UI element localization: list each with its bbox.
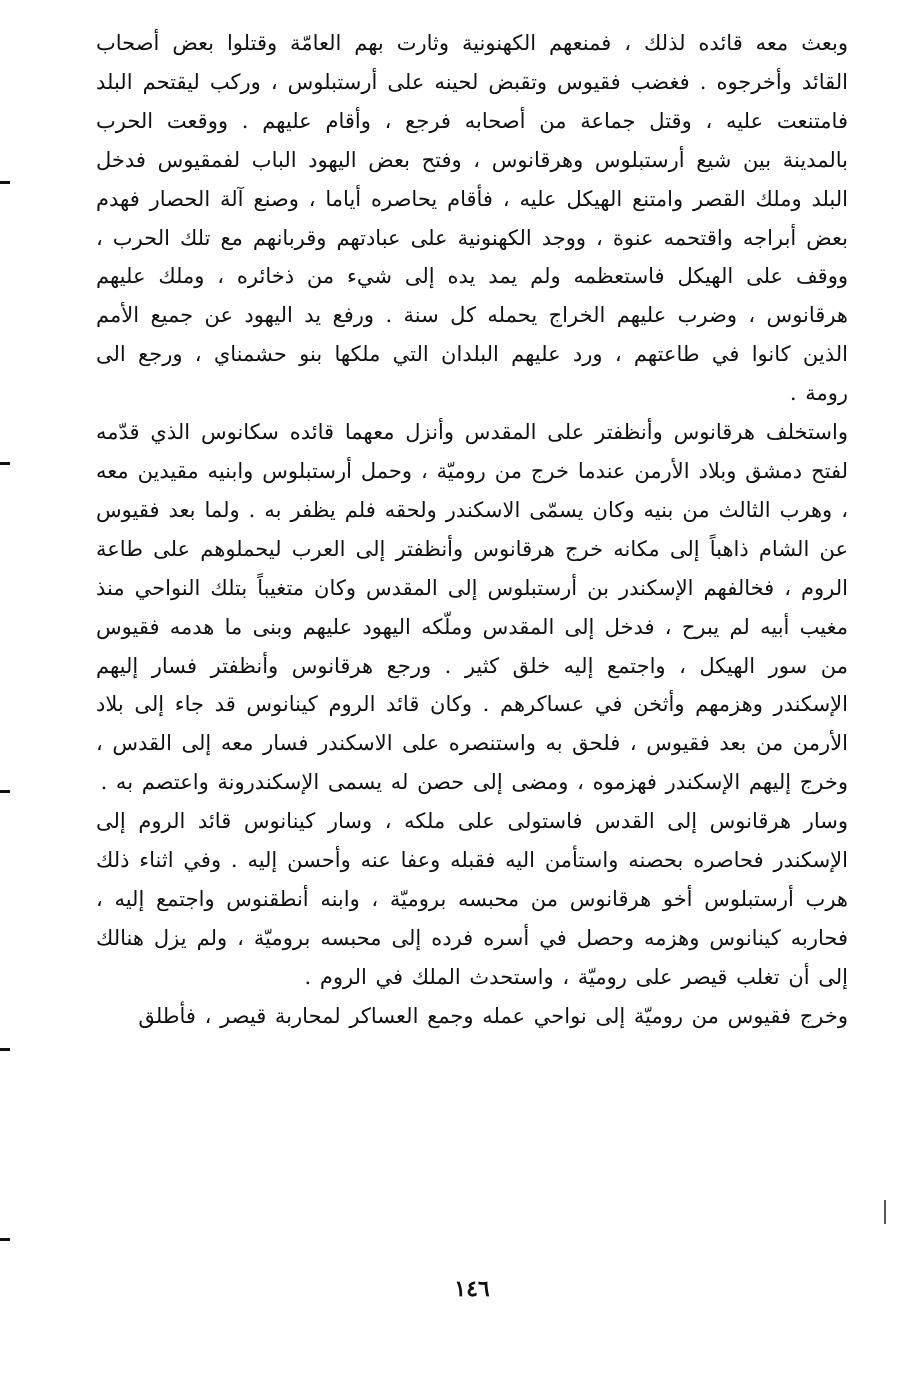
scan-edge-mark (0, 790, 10, 793)
scan-edge-mark (0, 181, 10, 184)
scan-edge-mark (0, 1238, 10, 1241)
scan-edge-mark (0, 462, 10, 465)
paragraph: وخرج فقيوس من روميّة إلى نواحي عمله وجمع العساكر لمحاربة قيصر ، فأطلق (138, 1003, 848, 1028)
paragraph: وسار هرقانوس إلى القدس فاستولى على ملكه ، وسار كينانوس قائد الروم إلى الإسكندر فحاصره بحصنه واستأمن اليه فقبله وعفا عنه وأحسن إليه . وفي اثناء ذلك هرب أرستبلوس أخو هرقانوس من محبسه بروميّة ، وابنه أنطقنوس واجتمع إليه ، فحاربه كينانوس وهزمه وحصل في أسره فرده إلى محبسه بروميّة ، ولم يزل هنالك إلى أن تغلب قيصر على روميّة ، واستحدث الملك في الروم . (96, 809, 848, 989)
paragraph: واستخلف هرقانوس وأنظفتر على المقدس وأنزل معهما قائده سكانوس الذي قدّمه لفتح دمشق وبلاد الأرمن عندما خرج من روميّة ، وحمل أرستبلوس وابنيه مقيدين معه ، وهرب الثالث من بنيه وكان يسمّى الاسكندر ولحقه فلم يظفر به . ولما بعد فقيوس عن الشام ذاهباً إلى مكانه خرج هرقانوس وأنظفتر إلى العرب ليحملوهم على طاعة الروم ، فخالفهم الإسكندر بن أرستبلوس إلى المقدس وكان متغيباً بتلك النواحي منذ مغيب أبيه لم يبرح ، فدخل إلى المقدس وملّكه اليهود عليهم وبنى ما هدمه فقيوس من سور الهيكل ، واجتمع إليه خلق كثير . ورجع هرقانوس وأنظفتر فسار إليهم الإسكندر وهزمهم وأثخن في عساكرهم . وكان قائد الروم كينانوس قد جاء إلى بلاد الأرمن من بعد فقيوس ، فلحق به واستنصره على الاسكندر فسار معه إلى القدس ، وخرج إليهم الإسكندر فهزموه ، ومضى إلى حصن له يسمى الإسكندرونة واعتصم به . (96, 420, 848, 795)
scan-gutter-line (884, 1200, 886, 1224)
scan-edge-mark (0, 1048, 10, 1051)
document-page (96, 24, 848, 1324)
page-number: ١٤٦ (454, 1276, 490, 1302)
paragraph: وبعث معه قائده لذلك ، فمنعهم الكهنونية وثارت بهم العامّة وقتلوا بعض أصحاب القائد وأخرجوه . فغضب فقيوس وتقبض لحينه على أرستبلوس ، وركب ليقتحم البلد فامتنعت عليه ، وقتل جماعة من أصحابه فرجع ، وأقام عليهم . ووقعت الحرب بالمدينة بين شيع أرستبلوس وهرقانوس ، وفتح بعض اليهود الباب لفمقيوس فدخل البلد وملك القصر وامتنع الهيكل عليه ، فأقام يحاصره أياما ، وصنع آلة الحصار فهدم بعض أبراجه واقتحمه عنوة ، ووجد الكهنونية على عبادتهم وقربانهم مع تلك الحرب ، ووقف على الهيكل فاستعظمه ولم يمد يده إلى شيء من ذخائره ، وملك عليهم هرقانوس ، وضرب عليهم الخراج يحمله كل سنة . ورفع يد اليهود عن جميع الأمم الذين كانوا في طاعتهم ، ورد عليهم البلدان التي ملكها بنو حشمناي ، ورجع الى رومة . (96, 31, 848, 406)
body-text (96, 24, 848, 1036)
